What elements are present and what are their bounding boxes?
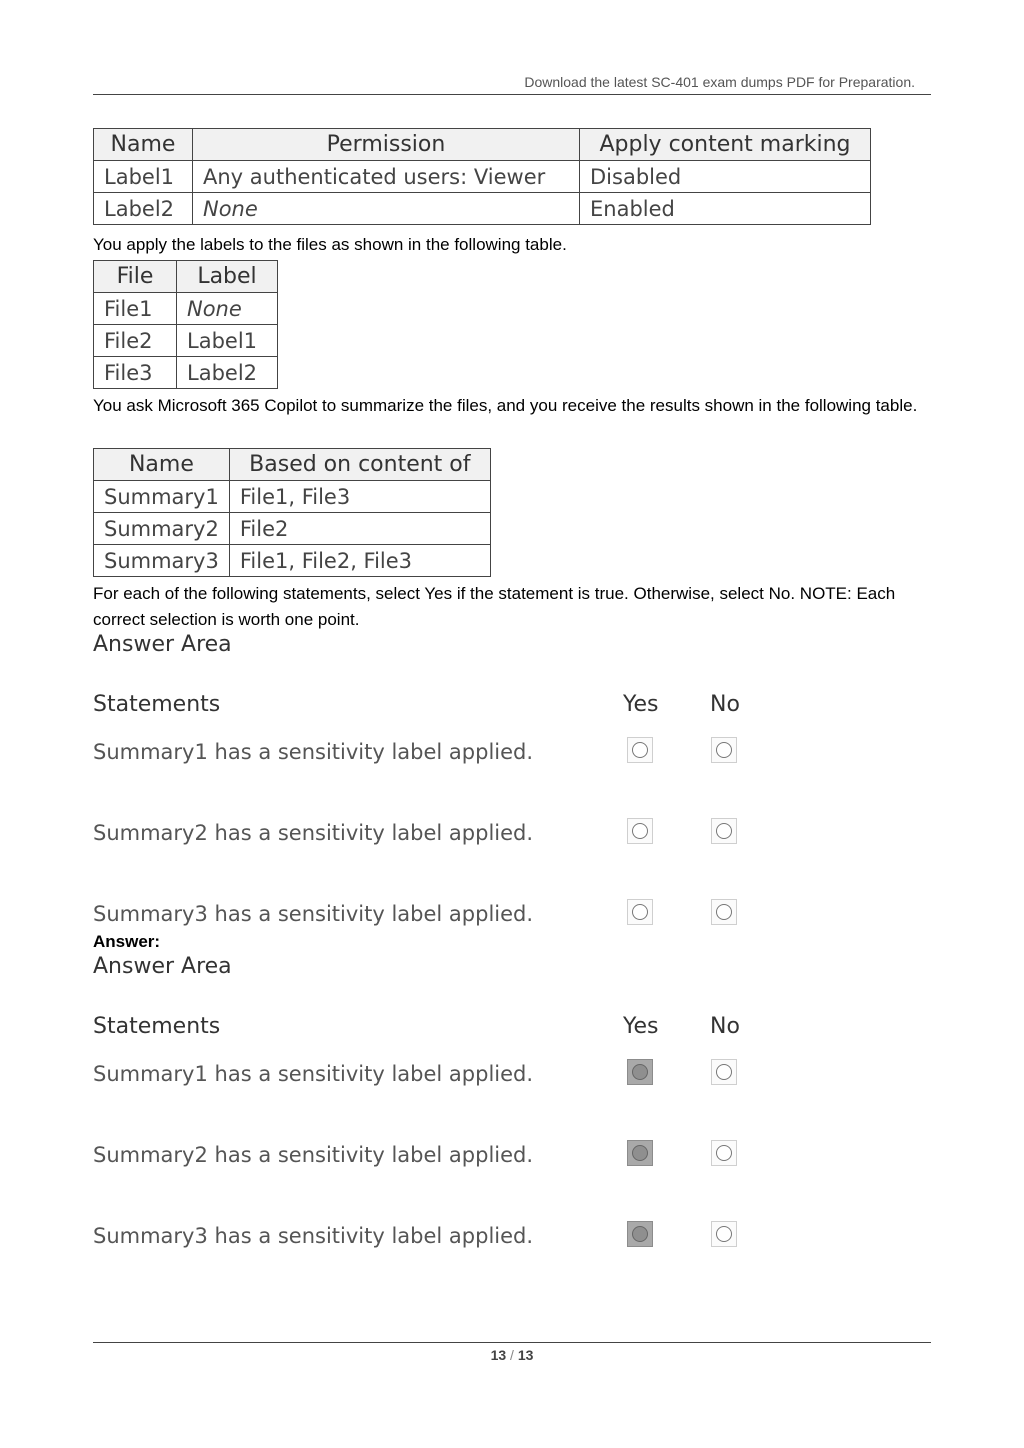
radio-circle-icon bbox=[632, 1145, 648, 1161]
column-header: Name bbox=[94, 129, 193, 161]
table-row bbox=[94, 161, 871, 193]
statement-text: Summary1 has a sensitivity label applied. bbox=[93, 1062, 534, 1086]
page-separator: / bbox=[510, 1347, 514, 1363]
yes-radio[interactable] bbox=[627, 899, 653, 925]
table-cell: Summary3 bbox=[94, 545, 230, 577]
table-row bbox=[94, 357, 278, 389]
question-answer-area bbox=[93, 630, 793, 930]
radio-circle-icon bbox=[632, 1226, 648, 1242]
radio-circle-icon bbox=[632, 823, 648, 839]
labels-table bbox=[93, 128, 871, 225]
table-cell: File1, File3 bbox=[229, 481, 490, 513]
statement-text: Summary3 has a sensitivity label applied. bbox=[93, 1224, 534, 1248]
table-row bbox=[94, 193, 871, 225]
table-header-row bbox=[94, 129, 871, 161]
table-cell: File1 bbox=[94, 293, 177, 325]
radio-circle-icon bbox=[632, 1064, 648, 1080]
radio-circle-icon bbox=[716, 1145, 732, 1161]
answer-area-title: Answer Area bbox=[93, 954, 232, 979]
table-row bbox=[94, 481, 491, 513]
table-cell: None bbox=[193, 193, 580, 225]
page-number bbox=[0, 1347, 1024, 1363]
statement-text: Summary3 has a sensitivity label applied. bbox=[93, 902, 534, 926]
table-cell: Enabled bbox=[580, 193, 871, 225]
paragraph: For each of the following statements, select Yes if the statement is true. Otherwise, select No. NOTE: Each correct selection is worth one point. bbox=[93, 584, 896, 629]
statement-text: Summary2 has a sensitivity label applied. bbox=[93, 1143, 534, 1167]
table-cell: Summary1 bbox=[94, 481, 230, 513]
answer-label: Answer: bbox=[93, 932, 161, 951]
column-header: File bbox=[94, 261, 177, 293]
no-radio[interactable] bbox=[711, 818, 737, 844]
current-page: 13 bbox=[490, 1347, 507, 1363]
column-header: Apply content marking bbox=[580, 129, 871, 161]
statement-text: Summary1 has a sensitivity label applied. bbox=[93, 740, 534, 764]
files-table bbox=[93, 260, 278, 389]
radio-circle-icon bbox=[632, 904, 648, 920]
column-header: Based on content of bbox=[229, 449, 490, 481]
header-divider bbox=[93, 94, 931, 95]
no-radio[interactable] bbox=[711, 1140, 737, 1166]
no-radio[interactable] bbox=[711, 1059, 737, 1085]
table-header-row bbox=[94, 261, 278, 293]
yes-header: Yes bbox=[623, 1014, 659, 1039]
total-pages: 13 bbox=[517, 1347, 534, 1363]
paragraph: You apply the labels to the files as shown in the following table. bbox=[93, 235, 567, 254]
radio-circle-icon bbox=[716, 823, 732, 839]
table-cell: File2 bbox=[229, 513, 490, 545]
no-header: No bbox=[710, 692, 740, 717]
statements-header: Statements bbox=[93, 1014, 221, 1039]
table-cell: Label1 bbox=[177, 325, 278, 357]
yes-radio-selected[interactable] bbox=[627, 1059, 653, 1085]
summary-table bbox=[93, 448, 491, 577]
footer-divider bbox=[93, 1342, 931, 1343]
column-header: Name bbox=[94, 449, 230, 481]
table-cell: File3 bbox=[94, 357, 177, 389]
table-cell: Label1 bbox=[94, 161, 193, 193]
table-cell: Label2 bbox=[94, 193, 193, 225]
no-radio[interactable] bbox=[711, 1221, 737, 1247]
yes-header: Yes bbox=[623, 692, 659, 717]
radio-circle-icon bbox=[716, 1226, 732, 1242]
table-cell: None bbox=[177, 293, 278, 325]
page-header: Download the latest SC-401 exam dumps PDF for Preparation. bbox=[524, 74, 915, 90]
statements-header: Statements bbox=[93, 692, 221, 717]
table-cell: Disabled bbox=[580, 161, 871, 193]
table-cell: File1, File2, File3 bbox=[229, 545, 490, 577]
no-radio[interactable] bbox=[711, 737, 737, 763]
no-header: No bbox=[710, 1014, 740, 1039]
table-cell: File2 bbox=[94, 325, 177, 357]
yes-radio[interactable] bbox=[627, 818, 653, 844]
paragraph: You ask Microsoft 365 Copilot to summarize the files, and you receive the results shown in the following table. bbox=[93, 396, 918, 415]
answer-area-title: Answer Area bbox=[93, 632, 232, 657]
table-row bbox=[94, 513, 491, 545]
table-row bbox=[94, 545, 491, 577]
yes-radio-selected[interactable] bbox=[627, 1140, 653, 1166]
table-cell: Summary2 bbox=[94, 513, 230, 545]
no-radio[interactable] bbox=[711, 899, 737, 925]
column-header: Permission bbox=[193, 129, 580, 161]
yes-radio-selected[interactable] bbox=[627, 1221, 653, 1247]
table-cell: Any authenticated users: Viewer bbox=[193, 161, 580, 193]
table-header-row bbox=[94, 449, 491, 481]
radio-circle-icon bbox=[716, 904, 732, 920]
radio-circle-icon bbox=[716, 742, 732, 758]
statement-text: Summary2 has a sensitivity label applied. bbox=[93, 821, 534, 845]
column-header: Label bbox=[177, 261, 278, 293]
table-row bbox=[94, 325, 278, 357]
yes-radio[interactable] bbox=[627, 737, 653, 763]
table-row bbox=[94, 293, 278, 325]
table-cell: Label2 bbox=[177, 357, 278, 389]
radio-circle-icon bbox=[716, 1064, 732, 1080]
radio-circle-icon bbox=[632, 742, 648, 758]
answer-answer-area bbox=[93, 952, 793, 1252]
